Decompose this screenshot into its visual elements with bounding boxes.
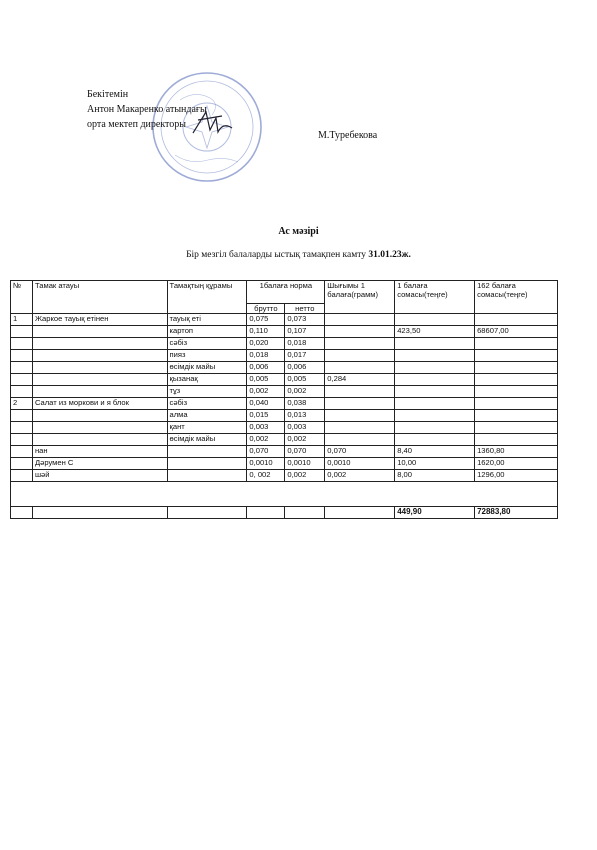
- table-cell-ing: сәбіз: [167, 338, 247, 350]
- table-cell-no: [11, 470, 33, 482]
- table-cell-output: [325, 338, 395, 350]
- table-cell-ing: қант: [167, 422, 247, 434]
- table-cell-dish: [32, 326, 167, 338]
- table-cell-ing: [167, 470, 247, 482]
- table-cell-output: 0,002: [325, 470, 395, 482]
- table-cell-output: [325, 326, 395, 338]
- table-cell-cost1: 8,40: [395, 446, 475, 458]
- table-cell-output: 0,284: [325, 374, 395, 386]
- table-row: [11, 350, 558, 362]
- table-cell-dish: нан: [32, 446, 167, 458]
- header-cost162: 162 балаға сомасы(теңге): [475, 281, 558, 314]
- table-header-row: [11, 281, 558, 304]
- table-row: [11, 326, 558, 338]
- table-cell-ing: тауық еті: [167, 314, 247, 326]
- table-cell-dish: [32, 338, 167, 350]
- table-row-total: [11, 507, 558, 519]
- table-cell-dish: [32, 386, 167, 398]
- table-cell-cost1: [395, 374, 475, 386]
- table-row-blank: [11, 482, 558, 507]
- table-cell-output: 0,070: [325, 446, 395, 458]
- table-cell-ing: алма: [167, 410, 247, 422]
- table-cell-netto: 0,013: [285, 410, 325, 422]
- table-cell-ing: өсімдік майы: [167, 434, 247, 446]
- table-cell-cost1: [395, 422, 475, 434]
- table-cell-cost162: [475, 422, 558, 434]
- total-cell-brutto: [247, 507, 285, 519]
- table-cell-cost162: [475, 314, 558, 326]
- table-cell-brutto: 0,015: [247, 410, 285, 422]
- table-cell-cost162: [475, 374, 558, 386]
- table-cell-dish: Жаркое тауық етінен: [32, 314, 167, 326]
- table-cell-dish: шәй: [32, 470, 167, 482]
- total-cell-ing: [167, 507, 247, 519]
- table-cell-blank: [11, 482, 558, 507]
- table-cell-no: [11, 326, 33, 338]
- table-cell-dish: [32, 434, 167, 446]
- table-cell-brutto: 0,002: [247, 386, 285, 398]
- table-cell-no: [11, 362, 33, 374]
- table-cell-cost162: [475, 410, 558, 422]
- header-dish: Тамак атауы: [32, 281, 167, 314]
- table-cell-output: [325, 398, 395, 410]
- table-cell-no: [11, 458, 33, 470]
- table-cell-cost162: [475, 386, 558, 398]
- table-cell-ing: [167, 458, 247, 470]
- table-cell-brutto: 0,110: [247, 326, 285, 338]
- table-row: [11, 458, 558, 470]
- director-name: М.Туребекова: [318, 130, 378, 141]
- table-row: [11, 362, 558, 374]
- table-cell-no: 1: [11, 314, 33, 326]
- document-title: Ас мәзірі: [278, 226, 319, 237]
- table-cell-no: [11, 434, 33, 446]
- table-cell-brutto: 0,070: [247, 446, 285, 458]
- table-cell-brutto: 0,006: [247, 362, 285, 374]
- table-row: [11, 446, 558, 458]
- table-cell-cost162: [475, 398, 558, 410]
- table-cell-cost162: 1620,00: [475, 458, 558, 470]
- table-row: [11, 314, 558, 326]
- table-cell-brutto: 0,0010: [247, 458, 285, 470]
- table-cell-output: [325, 386, 395, 398]
- table-cell-cost1: [395, 314, 475, 326]
- table-cell-dish: [32, 374, 167, 386]
- table-cell-cost1: [395, 410, 475, 422]
- header-norm: 1балаға норма: [247, 281, 325, 304]
- header-no: №: [11, 281, 33, 314]
- table-cell-brutto: 0,020: [247, 338, 285, 350]
- table-cell-cost1: [395, 362, 475, 374]
- table-row: [11, 422, 558, 434]
- table-cell-no: [11, 374, 33, 386]
- table-cell-netto: 0,107: [285, 326, 325, 338]
- table-cell-output: 0,0010: [325, 458, 395, 470]
- table-cell-netto: 0,038: [285, 398, 325, 410]
- header-brutto: брутто: [247, 304, 285, 314]
- table-cell-netto: 0,002: [285, 386, 325, 398]
- table-cell-no: [11, 386, 33, 398]
- total-cost162: 72883,80: [475, 507, 558, 519]
- table-cell-ing: тұз: [167, 386, 247, 398]
- table-cell-dish: Салат из моркови и я блок: [32, 398, 167, 410]
- table-cell-no: [11, 350, 33, 362]
- table-cell-netto: 0,005: [285, 374, 325, 386]
- table-cell-netto: 0,070: [285, 446, 325, 458]
- table-cell-ing: картоп: [167, 326, 247, 338]
- table-cell-no: 2: [11, 398, 33, 410]
- header-output: Шығымы 1 балаға(грамм): [325, 281, 395, 314]
- table-cell-netto: 0,003: [285, 422, 325, 434]
- table-cell-ing: пияз: [167, 350, 247, 362]
- table-cell-cost162: [475, 338, 558, 350]
- header-netto: нетто: [285, 304, 325, 314]
- table-cell-cost162: 68607,00: [475, 326, 558, 338]
- table-cell-output: [325, 422, 395, 434]
- total-cost1: 449,90: [395, 507, 475, 519]
- table-row: [11, 470, 558, 482]
- table-cell-netto: 0,018: [285, 338, 325, 350]
- menu-table: [10, 280, 558, 519]
- total-cell-dish: [32, 507, 167, 519]
- approval-block: [87, 87, 207, 132]
- table-cell-output: [325, 362, 395, 374]
- total-cell-no: [11, 507, 33, 519]
- table-row: [11, 410, 558, 422]
- approval-line-2: Антон Макаренко атындағы: [87, 104, 207, 115]
- table-cell-dish: [32, 362, 167, 374]
- table-cell-netto: 0,017: [285, 350, 325, 362]
- table-cell-cost1: [395, 386, 475, 398]
- table-cell-dish: [32, 410, 167, 422]
- table-cell-dish: [32, 422, 167, 434]
- table-cell-dish: Дәрумен С: [32, 458, 167, 470]
- table-cell-ing: қызанақ: [167, 374, 247, 386]
- table-cell-output: [325, 434, 395, 446]
- table-cell-cost1: [395, 350, 475, 362]
- table-cell-cost1: 423,50: [395, 326, 475, 338]
- table-cell-no: [11, 422, 33, 434]
- table-cell-netto: 0,073: [285, 314, 325, 326]
- table-row: [11, 338, 558, 350]
- table-cell-cost1: [395, 338, 475, 350]
- table-cell-netto: 0,002: [285, 470, 325, 482]
- total-cell-output: [325, 507, 395, 519]
- table-cell-output: [325, 410, 395, 422]
- table-cell-cost1: [395, 434, 475, 446]
- table-cell-cost1: [395, 398, 475, 410]
- table-cell-brutto: 0,075: [247, 314, 285, 326]
- subtitle-date: 31.01.23ж.: [368, 250, 411, 260]
- table-cell-output: [325, 350, 395, 362]
- table-cell-brutto: 0,002: [247, 434, 285, 446]
- table-cell-dish: [32, 350, 167, 362]
- table-row: [11, 434, 558, 446]
- total-cell-netto: [285, 507, 325, 519]
- table-cell-brutto: 0,040: [247, 398, 285, 410]
- table-cell-brutto: 0,003: [247, 422, 285, 434]
- table-cell-output: [325, 314, 395, 326]
- table-cell-no: [11, 338, 33, 350]
- table-cell-cost1: 8,00: [395, 470, 475, 482]
- header-composition: Тамақтың құрамы: [167, 281, 247, 314]
- table-cell-netto: 0,0010: [285, 458, 325, 470]
- document-subtitle: [0, 250, 597, 260]
- approval-line-3: орта мектеп директоры: [87, 119, 187, 130]
- table-row: [11, 374, 558, 386]
- table-row: [11, 386, 558, 398]
- table-cell-ing: өсімдік майы: [167, 362, 247, 374]
- table-cell-cost162: [475, 350, 558, 362]
- table-cell-ing: [167, 446, 247, 458]
- table-cell-cost162: [475, 362, 558, 374]
- header-cost1: 1 балаға сомасы(теңге): [395, 281, 475, 314]
- table-cell-ing: сәбіз: [167, 398, 247, 410]
- table-cell-brutto: 0,018: [247, 350, 285, 362]
- table-cell-brutto: 0, 002: [247, 470, 285, 482]
- table-cell-no: [11, 410, 33, 422]
- table-cell-netto: 0,002: [285, 434, 325, 446]
- table-cell-netto: 0,006: [285, 362, 325, 374]
- table-cell-brutto: 0,005: [247, 374, 285, 386]
- table-cell-cost162: 1296,00: [475, 470, 558, 482]
- table-cell-cost162: [475, 434, 558, 446]
- subtitle-text: Бір мезгіл балаларды ыстық тамақпен камту: [186, 250, 367, 260]
- table-cell-cost162: 1360,80: [475, 446, 558, 458]
- table-cell-cost1: 10,00: [395, 458, 475, 470]
- approval-line-1: Бекітемін: [87, 89, 129, 100]
- table-row: [11, 398, 558, 410]
- table-cell-no: [11, 446, 33, 458]
